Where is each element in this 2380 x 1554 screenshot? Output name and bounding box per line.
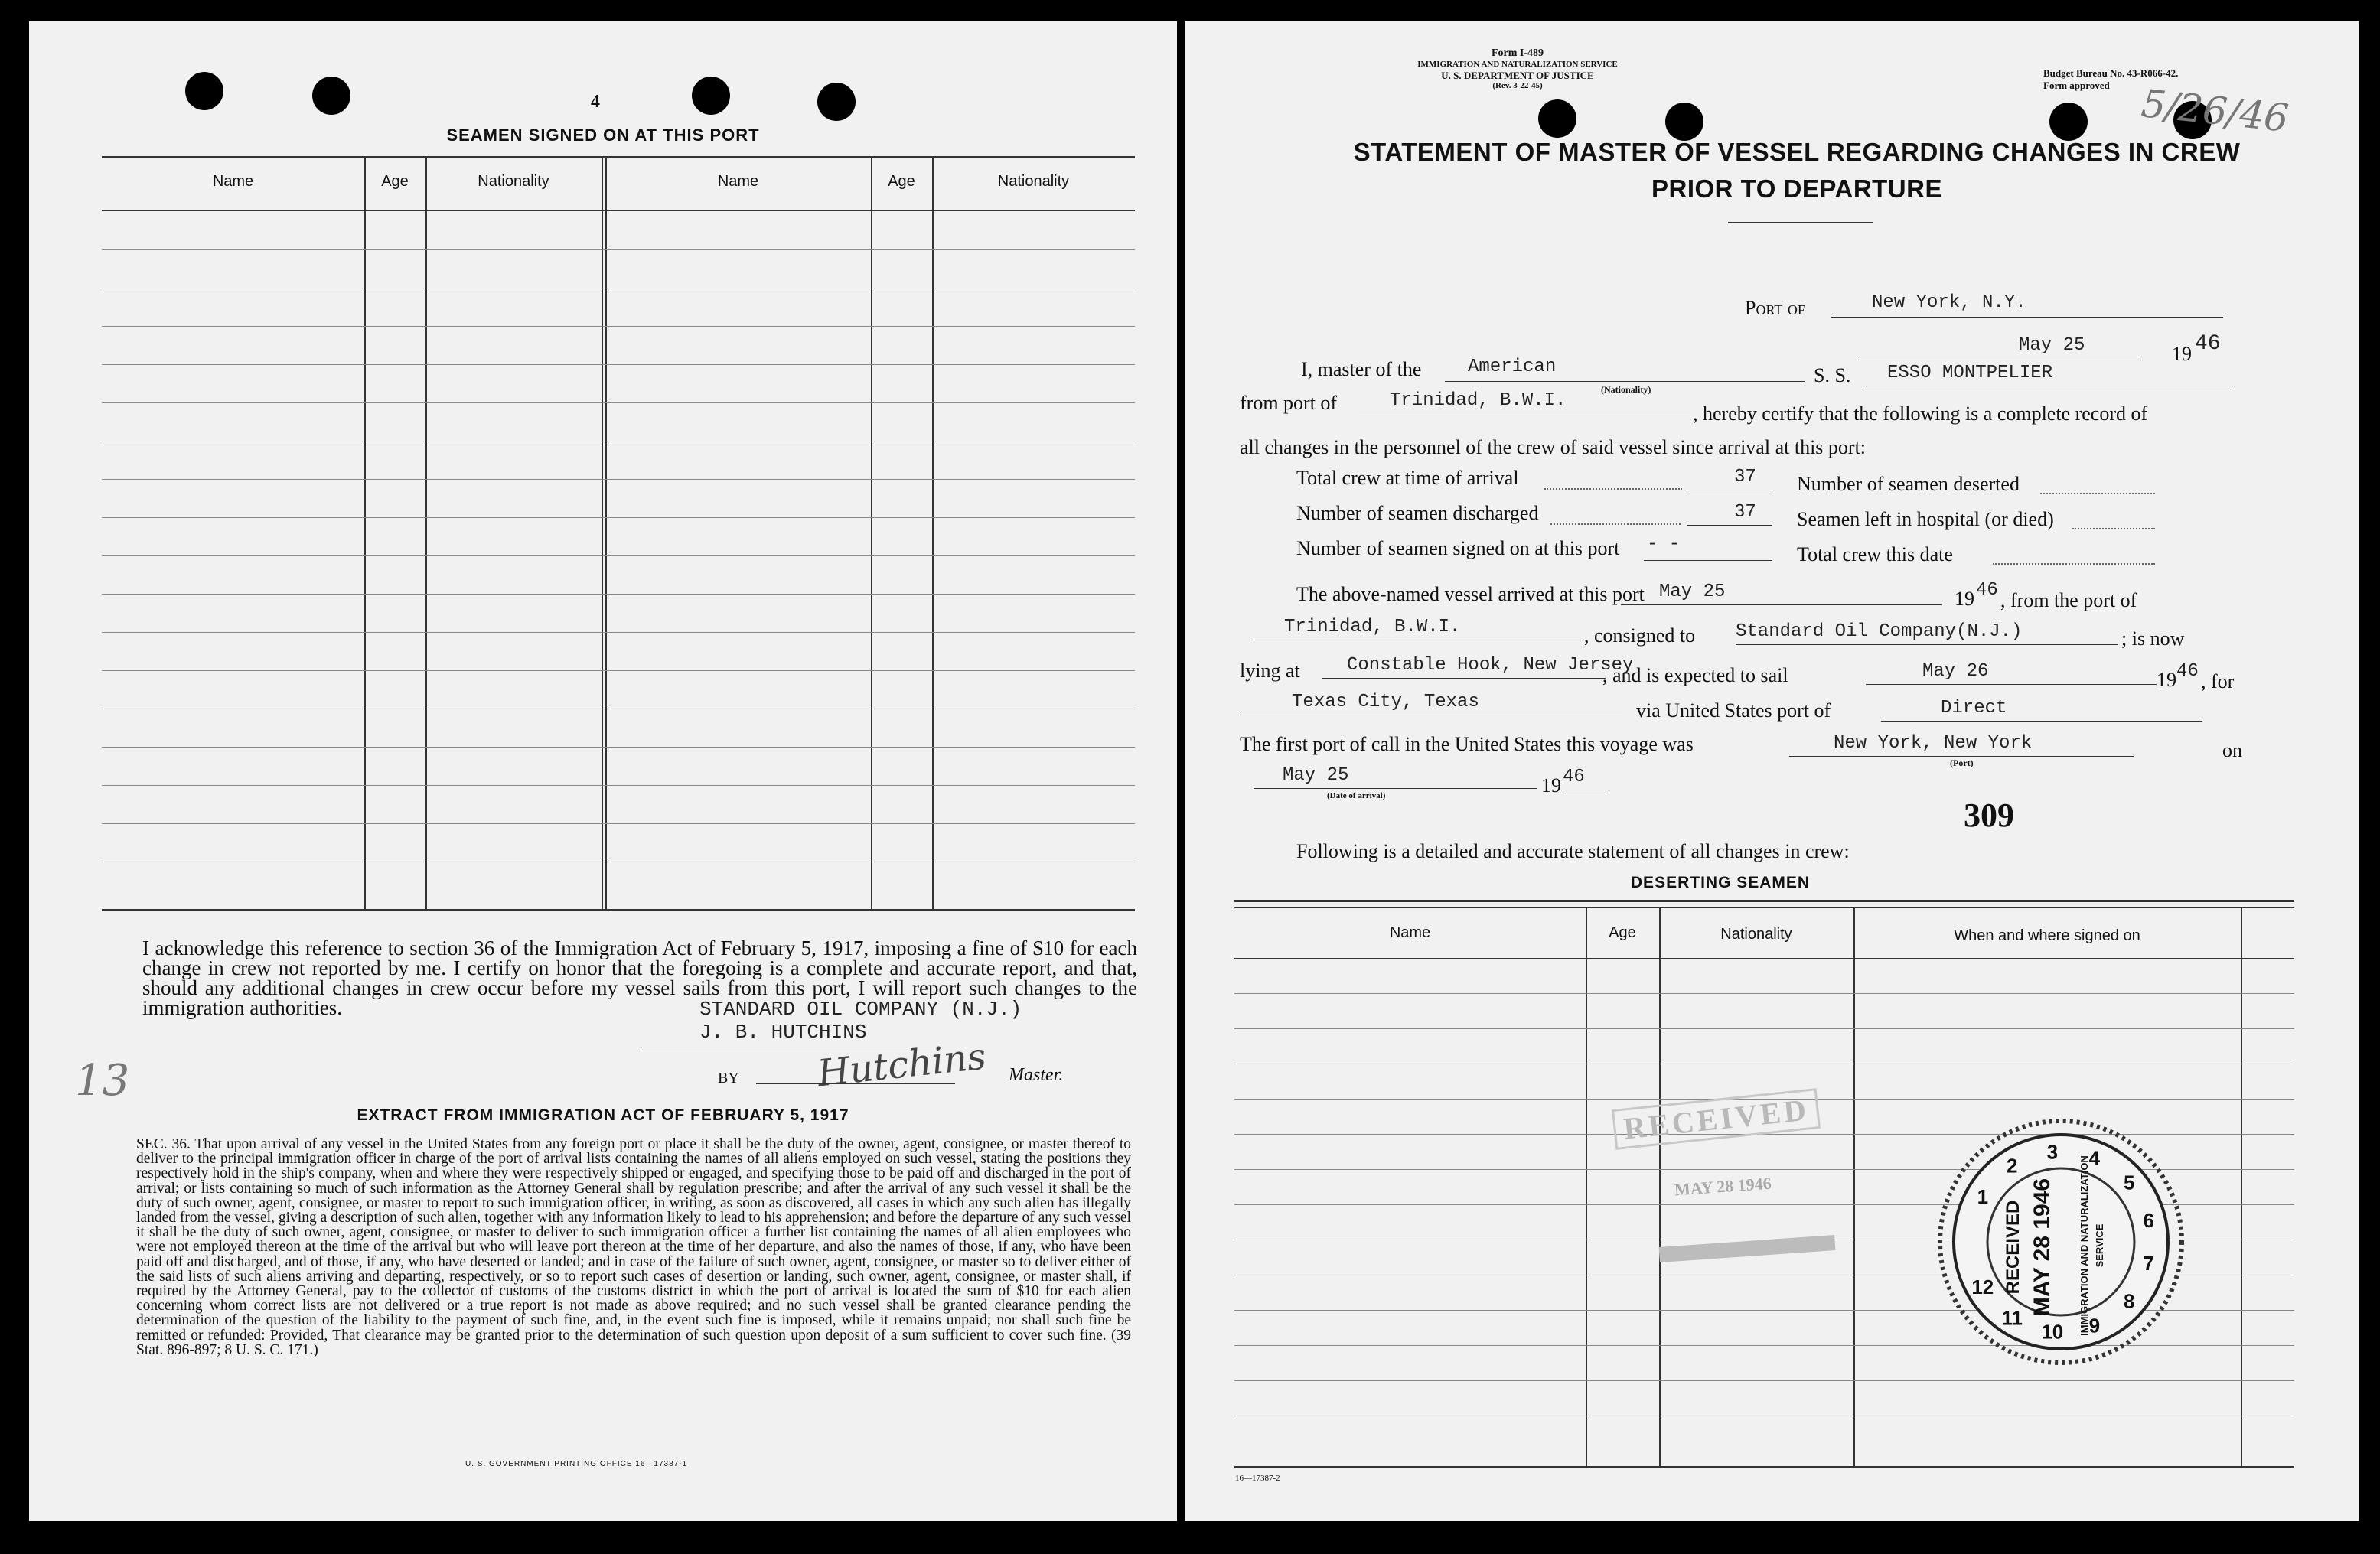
agency-line-2: U. S. DEPARTMENT OF JUSTICE	[1441, 70, 1594, 81]
extract-title: EXTRACT FROM IMMIGRATION ACT OF FEBRUARY 5, 1917	[357, 1106, 849, 1124]
lying-at-value: Constable Hook, New Jersey	[1347, 655, 1634, 676]
nationality-value: American	[1468, 357, 1557, 377]
arrived-year: 46	[1976, 580, 1998, 601]
received-stamp: RECEIVED	[1612, 1088, 1821, 1150]
punch-hole	[185, 72, 223, 110]
first-port-year: 46	[1563, 767, 1585, 787]
from-port-of-text: , from the port of	[2000, 589, 2137, 611]
stamp-digit: 12	[1971, 1275, 1994, 1298]
destination: Texas City, Texas	[1292, 692, 1479, 712]
stamp-digit: 10	[2041, 1320, 2064, 1344]
page-number: 4	[591, 92, 600, 112]
from-port-label: from port of	[1240, 392, 1338, 414]
year-value: 46	[2195, 332, 2221, 356]
punch-hole	[1665, 103, 1703, 141]
sail-year-prefix: 19	[2157, 669, 2176, 691]
acknowledgment-text: I acknowledge this reference to section 36 of the Immigration Act of February 5, 1917, imposing a fine of $10 for each change in crew not reported by me. I certify on honor that the foregoing is a complete and accurate report, and that, should any additional changes in crew occur before my vessel sails from this port, I will report such changes to the immigration authorities.	[142, 937, 1137, 1019]
right-page	[1185, 21, 2359, 1521]
punch-hole	[817, 83, 856, 121]
agency-line-1: IMMIGRATION AND NATURALIZATION SERVICE	[1417, 60, 1618, 69]
total-crew-date-label: Total crew this date	[1797, 543, 1953, 565]
budget-bureau: Budget Bureau No. 43-R066-42.	[2043, 67, 2179, 79]
signed-on-label: Number of seamen signed on at this port	[1296, 537, 1620, 559]
date-value: May 25	[2019, 335, 2085, 356]
port-caption: (Port)	[1950, 757, 1974, 768]
printer-line: U. S. GOVERNMENT PRINTING OFFICE 16—17387-1	[465, 1460, 688, 1468]
revision: (Rev. 3-22-45)	[1492, 81, 1543, 90]
port-of-label: Port of	[1745, 297, 1805, 319]
stamp-digit: 6	[2143, 1209, 2154, 1233]
stamp-digit: 5	[2123, 1171, 2135, 1194]
column-header: Age	[888, 173, 915, 190]
arrived-date: May 25	[1659, 582, 1726, 602]
column-header: Nationality	[997, 173, 1070, 190]
expected-sail-text: , and is expected to sail	[1602, 664, 1788, 686]
stamp-digit: 3	[2046, 1140, 2059, 1164]
stamp-digit: 9	[2088, 1314, 2101, 1337]
total-crew-arrival-value: 37	[1734, 467, 1756, 487]
first-port-value: New York, New York	[1834, 733, 2033, 754]
for-text: , for	[2201, 670, 2235, 692]
following-text: Following is a detailed and accurate statement of all changes in crew:	[1296, 840, 1850, 862]
stamp-digit: 2	[2006, 1154, 2018, 1178]
stamp-digit: 4	[2088, 1146, 2101, 1170]
form-number: Form I-489	[1491, 47, 1544, 59]
company-name: STANDARD OIL COMPANY (N.J.)	[699, 998, 1022, 1021]
column-header: Age	[381, 173, 409, 190]
column-header: Name	[717, 173, 759, 190]
nationality-caption: (Nationality)	[1601, 384, 1651, 395]
extract-text: SEC. 36. That upon arrival of any vessel in the United States from any foreign port or place it shall be the duty of the owner, agent, consignee, or master thereof to deliver to the principal immigration officer in charge of the port of arrival lists containing the names of all aliens employed on such vessel, stating the positions they respectively hold in the ship's company, when and where they were respectively shipped or engaged, and specifying those to be paid off and discharged in the port of arrival; or lists containing so much of such information as the Attorney General shall by regulation prescribe; and after the arrival of any such vessel it shall be the duty of such owner, agent, consignee, or master to report to such immigration officer, in writing, as soon as discovered, all cases in which any such alien has illegally landed from the vessel, giving a description of such alien, together with any information likely to lead to his apprehension; and before the departure of any such vessel it shall be the duty of such owner, agent, consignee, or master to deliver to such immigration officer a further list containing the names of all alien employees who were not employed thereon at the time of the arrival but who will leave port thereon at the time of her departure, and also the names of those, if any, who have been paid off and discharged, and of those, if any, who have deserted or landed; and in case of the failure of such owner, agent, consignee, or master so to deliver either of the said lists of such aliens arriving and departing, respectively, or so to report such cases of desertion or landing, such owner, agent, consignee, or master shall, if required by the Attorney General, pay to the collector of customs of the customs district in which the port of arrival is located the sum of $10 for each alien concerning whom correct lists are not delivered or a true report is not made as above required; and no such vessel shall be granted clearance pending the determination of the question of the liability to the payment of such fine, and, in the event such fine is imposed, while it remains unpaid; nor shall such fine be remitted or refunded: Provided, That clearance may be granted prior to the determination of such question upon deposit of a sum sufficient to cover such fine. (39 Stat. 896-897; 8 U. S. C. 171.)	[136, 1136, 1131, 1358]
column-header: Name	[1389, 924, 1431, 941]
port-of-value: New York, N.Y.	[1872, 292, 2026, 313]
sail-year: 46	[2176, 661, 2199, 682]
form-subtitle: PRIOR TO DEPARTURE	[1651, 174, 1942, 203]
stamp-number: 309	[1964, 797, 2014, 834]
footer-code: 16—17387-2	[1235, 1474, 1280, 1483]
year-prefix: 19	[2172, 343, 2192, 365]
master-name: J. B. HUTCHINS	[699, 1021, 867, 1044]
column-header: Nationality	[478, 173, 549, 190]
column-header: When and where signed on	[1954, 927, 2140, 944]
arrived-from: Trinidad, B.W.I.	[1284, 617, 1461, 637]
punch-hole	[1538, 99, 1576, 138]
left-page	[29, 21, 1177, 1521]
punch-hole	[2049, 103, 2088, 141]
on-text: on	[2222, 739, 2242, 761]
total-crew-arrival-label: Total crew at time of arrival	[1296, 467, 1519, 489]
punch-hole	[312, 77, 350, 115]
punch-hole	[692, 77, 730, 115]
round-stamp-date: MAY 28 1946	[2030, 1178, 2055, 1317]
consigned-to-text: , consigned to	[1584, 624, 1696, 647]
first-port-date: May 25	[1283, 765, 1349, 786]
hospital-label: Seamen left in hospital (or died)	[1797, 508, 2054, 530]
all-changes-text: all changes in the personnel of the crew of said vessel since arrival at this port:	[1240, 436, 1867, 458]
first-port-text: The first port of call in the United States this voyage was	[1240, 733, 1694, 755]
margin-note: 13	[75, 1056, 130, 1106]
via-value: Direct	[1941, 698, 2007, 718]
stamp-digit: 1	[1977, 1185, 1989, 1208]
by-label: BY	[718, 1070, 739, 1086]
stamp-digit: 11	[2001, 1306, 2023, 1330]
via-text: via United States port of	[1636, 699, 1831, 722]
column-header: Age	[1609, 924, 1636, 941]
arrived-text: The above-named vessel arrived at this port	[1296, 583, 1645, 605]
stamp-digit: 7	[2143, 1251, 2154, 1275]
round-stamp-received: RECEIVED	[2003, 1200, 2023, 1295]
column-header: Name	[212, 173, 254, 190]
master-label: Master.	[1009, 1065, 1064, 1085]
discharged-label: Number of seamen discharged	[1296, 502, 1539, 524]
date-arrival-caption: (Date of arrival)	[1327, 791, 1386, 800]
certify-text: , hereby certify that the following is a complete record of	[1693, 402, 2148, 425]
master-of-label: I, master of the	[1301, 358, 1422, 380]
is-now-text: ; is now	[2121, 627, 2185, 650]
deserting-title: DESERTING SEAMEN	[1630, 874, 1811, 891]
signed-on-value: - -	[1647, 534, 1681, 555]
consignee: Standard Oil Company(N.J.)	[1736, 621, 2023, 642]
column-header: Nationality	[1720, 926, 1792, 943]
form-approved: Form approved	[2043, 80, 2110, 91]
first-port-year-prefix: 19	[1541, 774, 1561, 797]
vessel-name: ESSO MONTPELIER	[1887, 363, 2053, 383]
arrived-year-prefix: 19	[1955, 588, 1974, 610]
handwritten-date: 5/26/46	[2139, 81, 2291, 141]
signature: Hutchins	[815, 1034, 989, 1096]
ss-label: S. S.	[1814, 364, 1851, 386]
form-title: STATEMENT OF MASTER OF VESSEL REGARDING CHANGES IN CREW	[1353, 138, 2241, 166]
from-port-value: Trinidad, B.W.I.	[1390, 390, 1567, 411]
lying-at-text: lying at	[1240, 660, 1300, 682]
svg-text:IMMIGRATION AND NATURALIZATION: IMMIGRATION AND NATURALIZATION	[2078, 1155, 2090, 1336]
section-title: SEAMEN SIGNED ON AT THIS PORT	[446, 125, 760, 145]
svg-text:SERVICE: SERVICE	[2094, 1223, 2105, 1268]
deserted-label: Number of seamen deserted	[1797, 473, 2020, 495]
discharged-value: 37	[1734, 502, 1756, 523]
stamp-digit: 8	[2123, 1289, 2135, 1313]
sail-date: May 26	[1922, 661, 1989, 682]
received-date-stamp: MAY 28 1946	[1674, 1173, 1772, 1200]
